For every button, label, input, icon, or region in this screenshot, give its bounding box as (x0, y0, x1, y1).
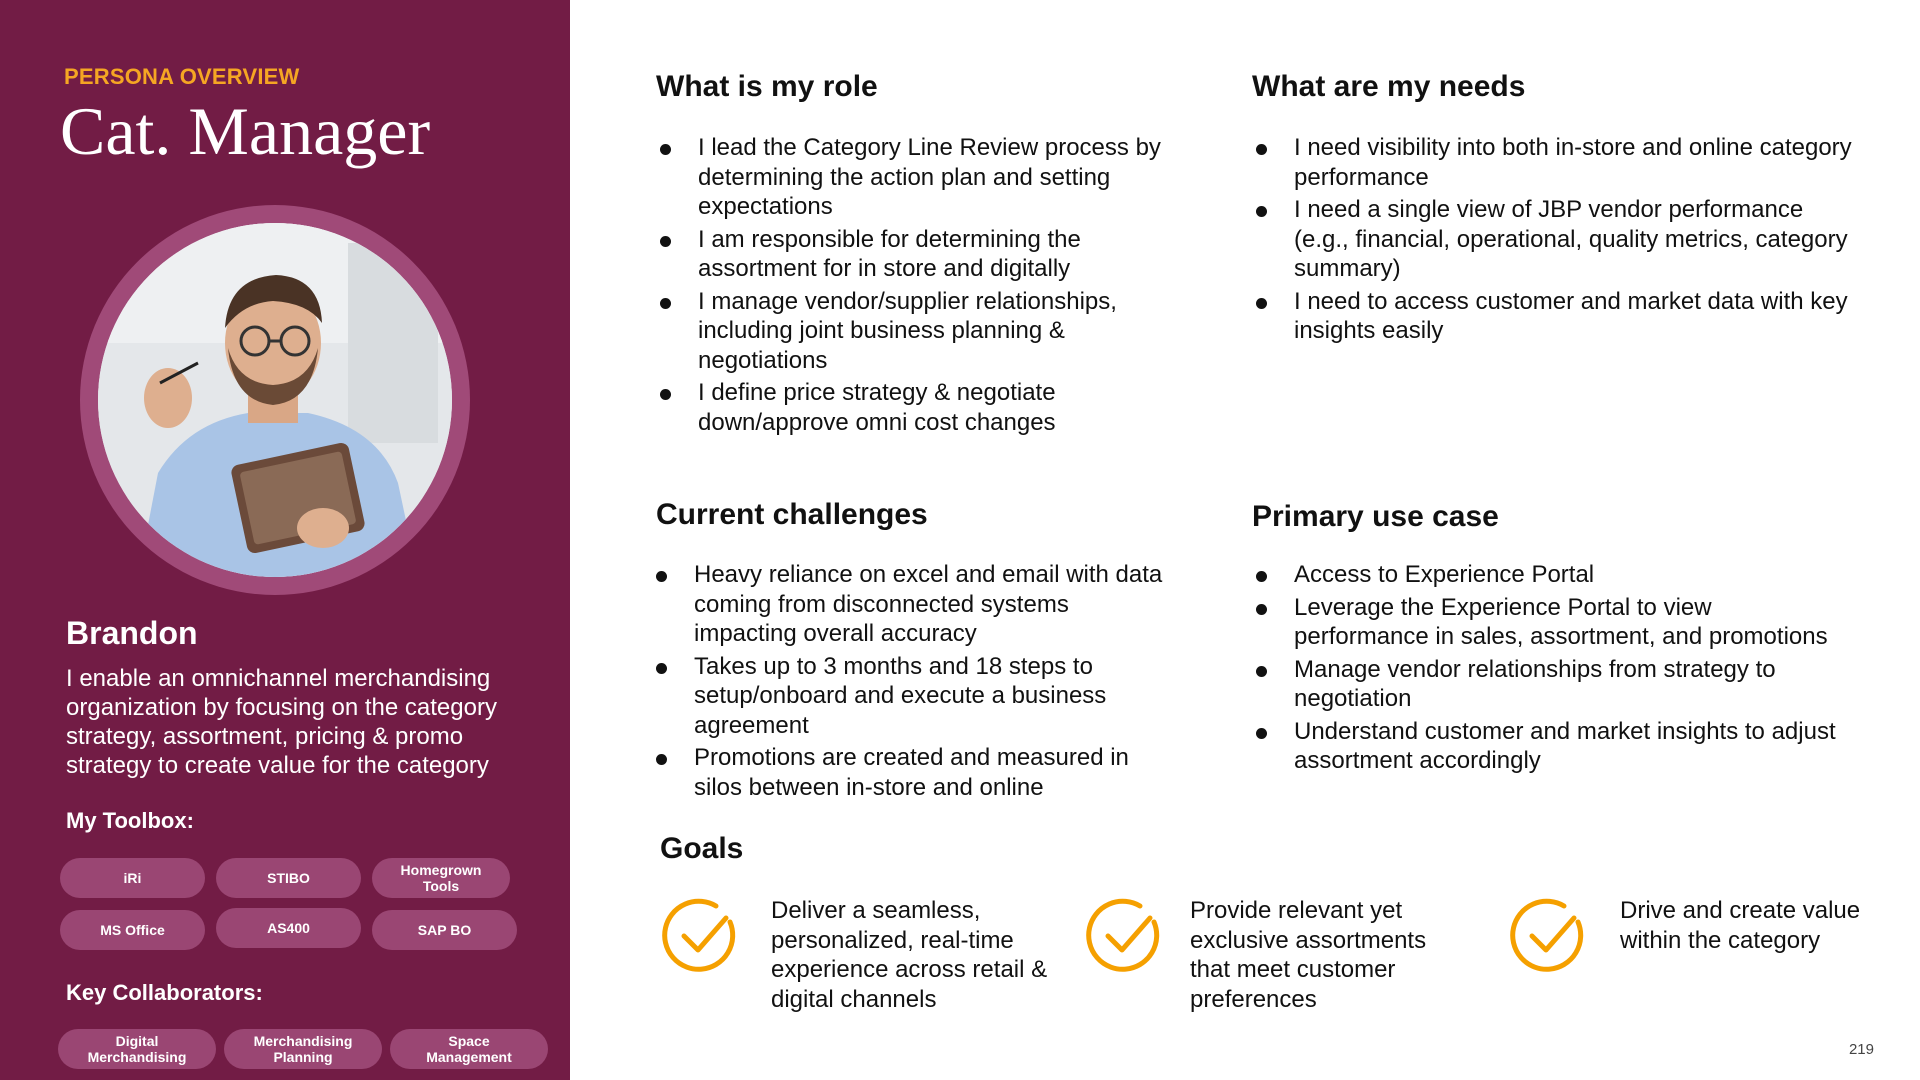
list-item: I need a single view of JBP vendor performance (e.g., financial, operational, quality metrics, category summary) (1252, 195, 1852, 284)
persona-title: Cat. Manager (60, 93, 431, 169)
toolbox-pill: iRi (60, 858, 205, 898)
toolbox-pill: STIBO (216, 858, 361, 898)
list-item: Understand customer and market insights to adjust assortment accordingly (1252, 717, 1852, 776)
list-item: Takes up to 3 months and 18 steps to setup/onboard and execute a business agreement (652, 652, 1172, 741)
collaborator-pill: Digital Merchandising (58, 1029, 216, 1069)
toolbox-pill: SAP BO (372, 910, 517, 950)
page-number: 219 (1848, 1041, 1874, 1058)
collaborator-pill: Space Management (390, 1029, 548, 1069)
goal-text: Drive and create value within the category (1620, 897, 1861, 954)
list-item: I define price strategy & negotiate down/approve omni cost changes (656, 378, 1176, 437)
persona-description: I enable an omnichannel merchandising organization by focusing on the category strategy, assortment, pricing & promo strategy to create value for the category (66, 665, 497, 779)
toolbox-label: My Toolbox: (66, 808, 194, 833)
challenges-list (652, 560, 1172, 805)
challenges-heading: Current challenges (656, 498, 928, 531)
needs-list (1252, 133, 1852, 349)
list-item: I lead the Category Line Review process by determining the action plan and setting expectations (656, 133, 1176, 222)
persona-photo (98, 223, 452, 577)
list-item: I manage vendor/supplier relationships, including joint business planning & negotiations (656, 287, 1176, 376)
goals-heading: Goals (660, 832, 744, 865)
person-with-tablet-illustration (98, 223, 452, 577)
collaborators-label: Key Collaborators: (66, 980, 263, 1005)
use-case-heading: Primary use case (1252, 500, 1499, 533)
check-circle-icon (660, 896, 740, 976)
goal-text: Provide relevant yet exclusive assortments that meet customer preferences (1190, 897, 1427, 1013)
list-item: Access to Experience Portal (1252, 560, 1852, 590)
list-item: I need to access customer and market data with key insights easily (1252, 287, 1852, 346)
toolbox-pill: MS Office (60, 910, 205, 950)
check-circle-icon (1084, 896, 1164, 976)
role-list (656, 133, 1176, 440)
persona-panel (0, 0, 570, 1080)
toolbox-pill: AS400 (216, 908, 361, 948)
persona-eyebrow: PERSONA OVERVIEW (64, 64, 300, 89)
list-item: Leverage the Experience Portal to view performance in sales, assortment, and promotions (1252, 593, 1852, 652)
list-item: I am responsible for determining the assortment for in store and digitally (656, 225, 1176, 284)
list-item: Promotions are created and measured in silos between in-store and online (652, 743, 1172, 802)
collaborator-pill: Merchandising Planning (224, 1029, 382, 1069)
use-case-list (1252, 560, 1852, 779)
list-item: I need visibility into both in-store and online category performance (1252, 133, 1852, 192)
list-item: Heavy reliance on excel and email with data coming from disconnected systems impacting overall accuracy (652, 560, 1172, 649)
check-circle-icon (1508, 896, 1588, 976)
toolbox-pill: Homegrown Tools (372, 858, 510, 898)
persona-name: Brandon (66, 615, 198, 651)
needs-heading: What are my needs (1252, 70, 1526, 103)
persona-photo-ring (80, 205, 470, 595)
goal-text: Deliver a seamless, personalized, real-time experience across retail & digital channels (771, 897, 1048, 1013)
list-item: Manage vendor relationships from strategy to negotiation (1252, 655, 1852, 714)
role-heading: What is my role (656, 70, 878, 103)
